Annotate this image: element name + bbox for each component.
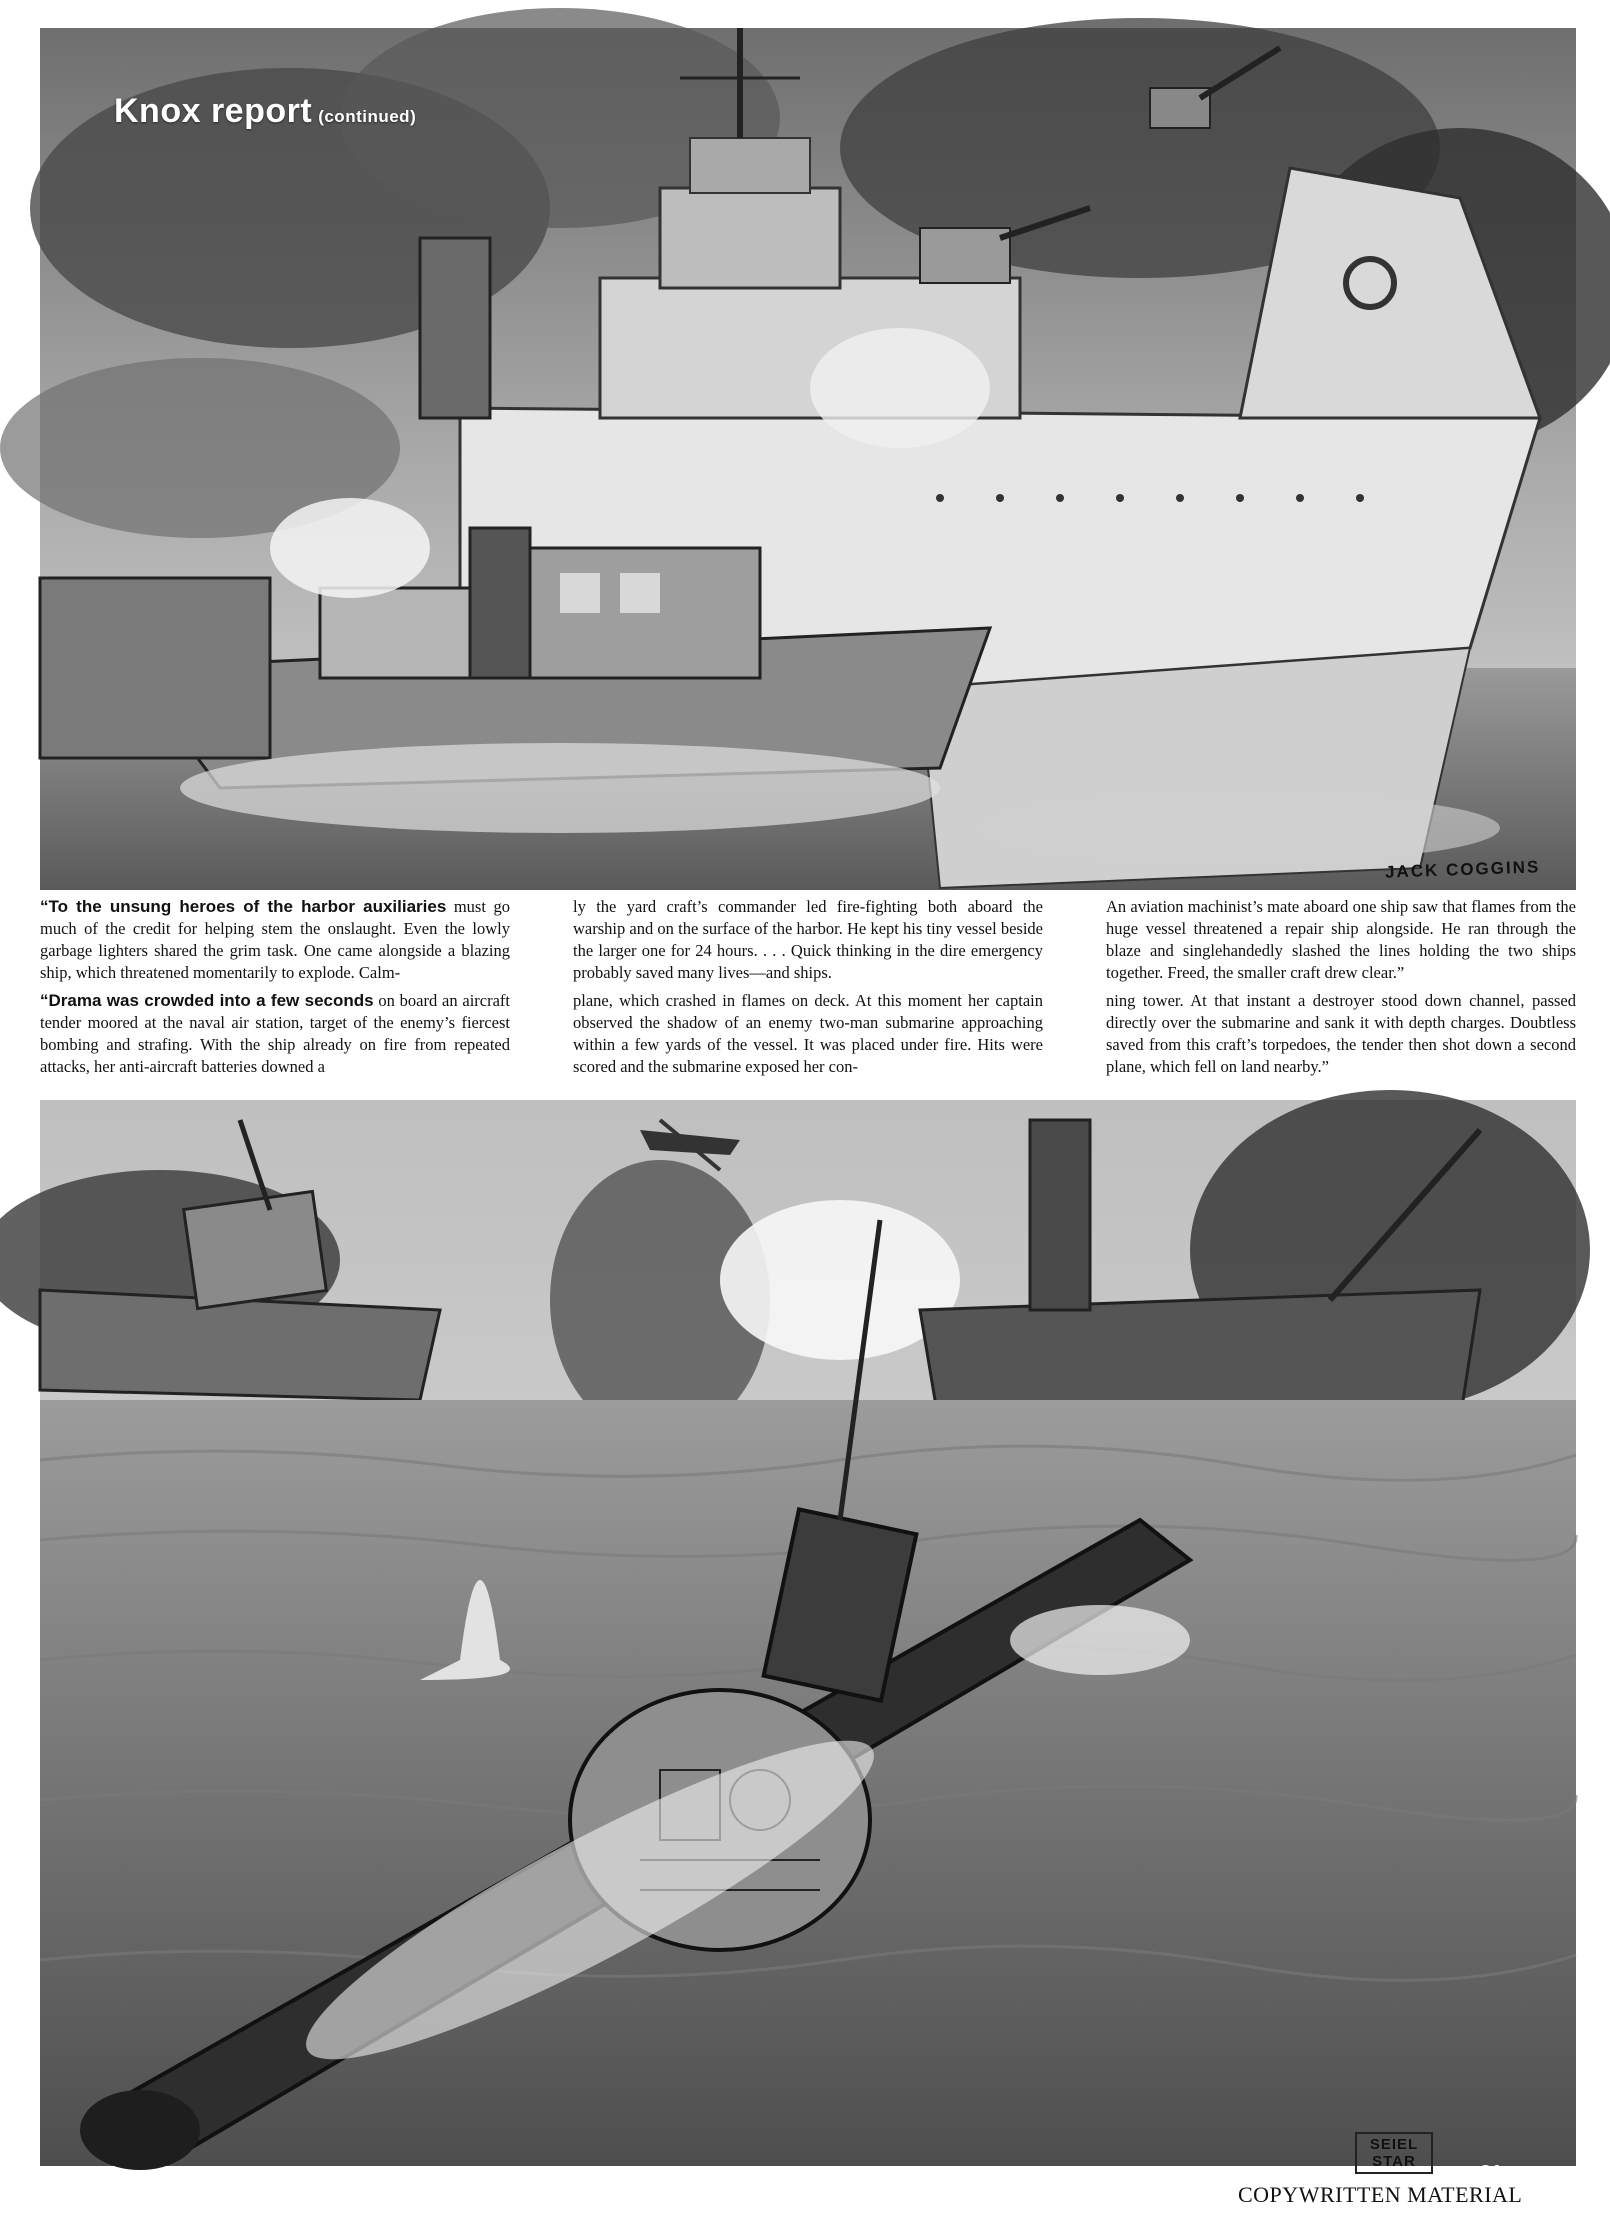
lead-in: “Drama was crowded into a few seconds	[40, 991, 374, 1010]
column-text: An aviation machinist’s mate aboard one ship saw that flames from the huge vessel threatened a repair ship alongside. He ran through the blaze and singlehandedly slashed the lines holding the two ships together. Freed, the smaller craft drew clear.”	[1106, 897, 1576, 982]
text-column-3	[1106, 990, 1576, 1078]
page-number: 31	[1480, 2162, 1503, 2184]
copyright-notice: COPYWRITTEN MATERIAL	[1238, 2182, 1523, 2207]
bottom-illustration-midget-submarine	[40, 1100, 1576, 2184]
text-column-2	[573, 896, 1043, 984]
text-column-2	[573, 990, 1043, 1078]
article-heading	[114, 92, 416, 131]
column-text: must go much of the credit for helping stem the onslaught. Even the lowly garbage lighters shared the grim task. One came alongside a blazing ship, which threatened momentarily to explode. Calm-	[40, 897, 510, 982]
text-column-1	[40, 990, 510, 1078]
column-text: ly the yard craft’s commander led fire-fighting both aboard the warship and on the surface of the harbor. He kept his tiny vessel beside the larger one for 24 hours. . . . Quick thinking in the dire emergency probably saved many lives—and ships.	[573, 897, 1043, 982]
column-text: ning tower. At that instant a destroyer stood down channel, passed directly over the submarine and sank it with depth charges. Doubtless saved from this craft’s torpedoes, the tender then shot down a second plane, which fell on land nearby.”	[1106, 991, 1576, 1076]
text-column-1	[40, 896, 510, 984]
article-title-suffix: (continued)	[318, 107, 417, 126]
column-text: on board an aircraft tender moored at the naval air station, target of the enemy’s fiercest bombing and strafing. With the ship already on fire from repeated attacks, her anti-aircraft batteries downed a	[40, 991, 510, 1076]
harbor-fire-painting	[40, 28, 1576, 890]
lead-in: “To the unsung heroes of the harbor auxiliaries	[40, 897, 447, 916]
midget-submarine-painting	[40, 1100, 1576, 2166]
artist-signature-bottom: SEIEL STAR	[1355, 2132, 1433, 2174]
paragraph-aircraft-tender	[40, 990, 1576, 1078]
column-text: plane, which crashed in flames on deck. At this moment her captain observed the shadow of an enemy two-man submarine approaching within a few yards of the vessel. It was placed under fire. Hits were scored and the submarine exposed her con-	[573, 991, 1043, 1076]
text-column-3	[1106, 896, 1576, 984]
article-title: Knox report	[114, 92, 313, 130]
artist-signature-top: JACK COGGINS	[1384, 857, 1541, 882]
paragraph-harbor-auxiliaries	[40, 896, 1576, 984]
top-illustration-harbor-fire	[40, 28, 1576, 890]
